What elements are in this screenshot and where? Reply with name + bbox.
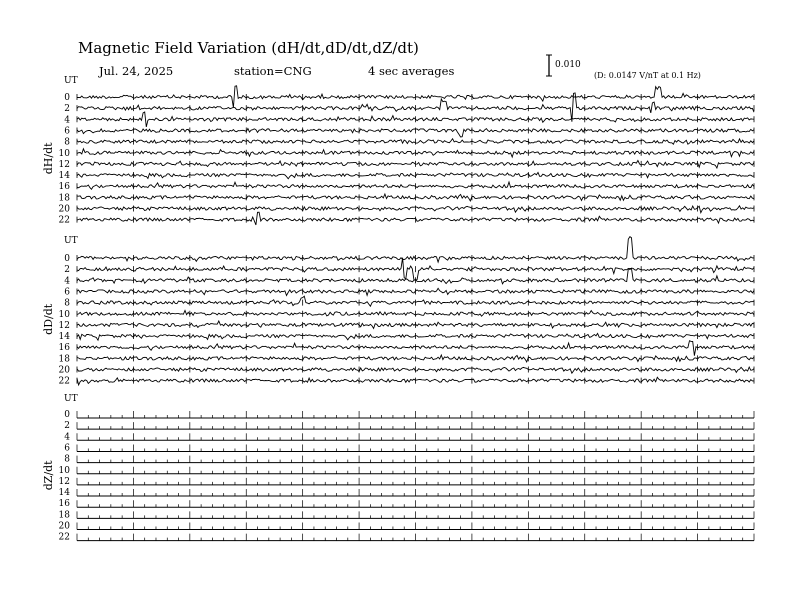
hour-tick-label: 2 xyxy=(64,265,70,276)
hour-tick-label: 16 xyxy=(58,182,70,193)
hour-tick-label: 18 xyxy=(58,510,70,521)
hour-tick-label: 6 xyxy=(64,287,70,298)
panel-ylabel: dZ/dt xyxy=(42,460,55,491)
ut-axis-label: UT xyxy=(64,236,78,246)
hour-tick-label: 10 xyxy=(58,465,70,476)
hour-tick-label: 14 xyxy=(58,171,70,182)
hour-tick-label: 12 xyxy=(58,476,70,487)
station-label: station=CNG xyxy=(234,64,312,78)
hour-tick-label: 16 xyxy=(58,499,70,510)
hour-tick-label: 14 xyxy=(58,488,70,499)
hour-tick-label: 20 xyxy=(58,204,70,215)
hour-tick-label: 2 xyxy=(64,421,70,432)
hour-tick-label: 10 xyxy=(58,309,70,320)
hour-tick-label: 22 xyxy=(58,376,70,387)
hour-tick-label: 0 xyxy=(64,254,70,264)
hour-tick-label: 12 xyxy=(58,320,70,331)
hour-tick-label: 22 xyxy=(58,532,70,543)
averaging-label: 4 sec averages xyxy=(368,64,455,78)
hour-tick-label: 8 xyxy=(64,137,70,148)
hour-tick-label: 22 xyxy=(58,215,70,226)
hour-tick-label: 10 xyxy=(58,148,70,159)
scale-value-label: 0.010 xyxy=(555,60,581,70)
hour-tick-label: 4 xyxy=(64,276,70,287)
hour-tick-label: 12 xyxy=(58,159,70,170)
hour-tick-label: 20 xyxy=(58,365,70,376)
scale-note-label: (D: 0.0147 V/nT at 0.1 Hz) xyxy=(594,71,701,80)
hour-tick-label: 20 xyxy=(58,521,70,532)
date-label: Jul. 24, 2025 xyxy=(99,64,174,78)
hour-tick-label: 4 xyxy=(64,432,70,443)
hour-tick-label: 8 xyxy=(64,454,70,465)
hour-tick-label: 2 xyxy=(64,104,70,115)
hour-tick-label: 16 xyxy=(58,343,70,354)
hour-tick-label: 0 xyxy=(64,410,70,420)
hour-tick-label: 14 xyxy=(58,332,70,343)
panel-ylabel: dH/dt xyxy=(42,142,55,175)
panel-ylabel: dD/dt xyxy=(42,303,55,335)
hour-tick-label: 18 xyxy=(58,354,70,365)
hour-tick-label: 4 xyxy=(64,115,70,126)
ut-axis-label: UT xyxy=(64,76,78,86)
hour-tick-label: 0 xyxy=(64,93,70,103)
hour-tick-label: 18 xyxy=(58,193,70,204)
hour-tick-label: 8 xyxy=(64,298,70,309)
hour-tick-label: 6 xyxy=(64,443,70,454)
ut-axis-label: UT xyxy=(64,394,78,404)
chart-title: Magnetic Field Variation (dH/dt,dD/dt,dZ/dt) xyxy=(78,39,419,57)
hour-tick-label: 6 xyxy=(64,126,70,137)
